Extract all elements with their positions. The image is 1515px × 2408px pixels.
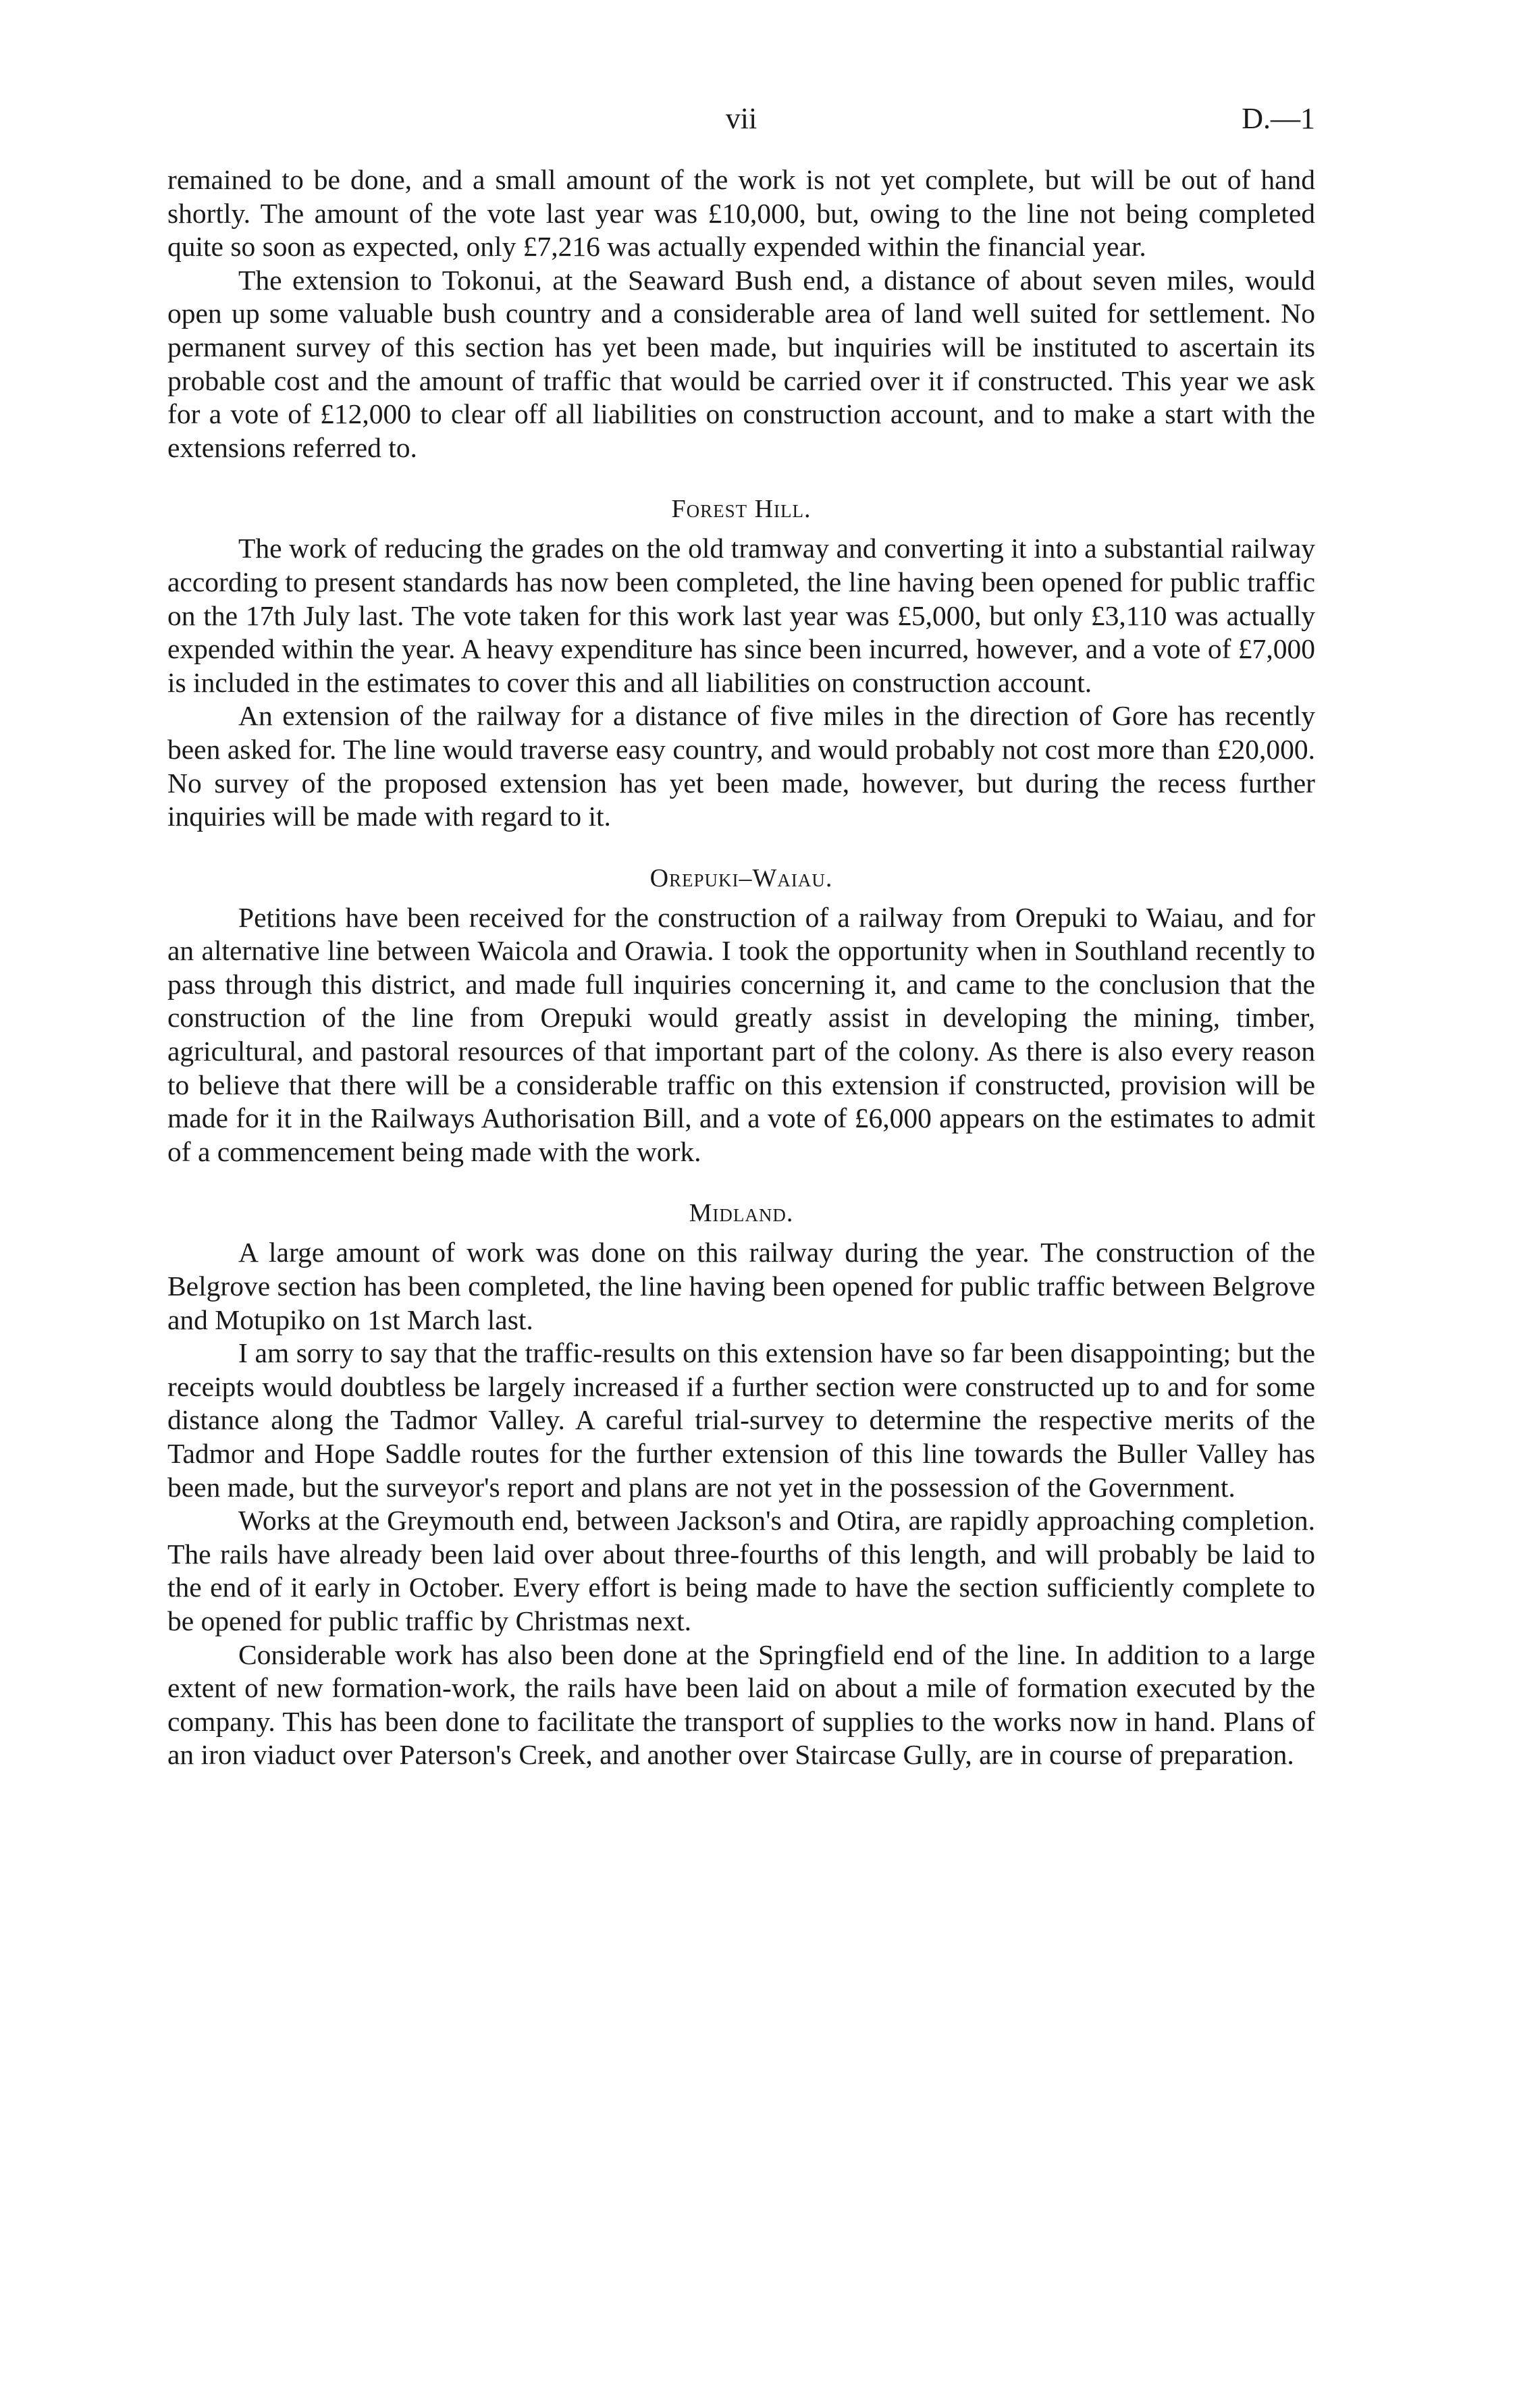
paragraph-midland-traffic: I am sorry to say that the traffic-results on this extension have so far been disappointing; but the receipts would doubtless be largely increased if a further section were constructed up to and for some distance along the Tadmor Valley. A careful trial-survey to determine the respective merits of the Tadmor and Hope Saddle routes for the further extension of this line towards the Buller Valley has been made, but the surveyor's report and plans are not yet in the possession of the Government. — [167, 1337, 1315, 1503]
paragraph-tokonui-extension: The extension to Tokonui, at the Seaward Bush end, a distance of about seven miles, would open up some valuable bush country and a considerable area of land well suited for settlement. No permanent survey of this section has yet been made, but inquiries will be instituted to ascertain its probable cost and the amount of traffic that would be carried over it if constructed. This year we ask for a vote of £12,000 to clear off all liabilities on construction account, and to make a start with the extensions referred to. — [167, 264, 1315, 463]
paragraph-midland-springfield: Considerable work has also been done at the Springfield end of the line. In addition to a large extent of new formation-work, the rails have been laid on about a mile of formation executed by the company. This has been done to facilitate the transport of supplies to the works now in hand. Plans of an iron viaduct over Paterson's Creek, and another over Staircase Gully, are in course of preparation. — [167, 1638, 1315, 1771]
section-heading-orepuki-waiau: Orepuki–Waiau. — [649, 863, 833, 892]
document-page — [167, 101, 1315, 1772]
paragraph-midland-belgrove: A large amount of work was done on this railway during the year. The construction of the Belgrove section has been completed, the line having been opened for public traffic between Belgrove and Motupiko on 1st March last. — [167, 1237, 1315, 1335]
paragraph-forest-hill-extension: An extension of the railway for a distance of five miles in the direction of Gore has recently been asked for. The line would traverse easy country, and would probably not cost more than £20,000. No survey of the proposed extension has yet been made, however, but during the recess further inquiries will be made with regard to it. — [167, 700, 1315, 832]
paragraph-orepuki-petitions: Petitions have been received for the construction of a railway from Orepuki to Waiau, and for an alternative line between Waicola and Orawia. I took the opportunity when in Southland recently to pass through this district, and made full inquiries concerning it, and came to the conclusion that the construction of the line from Orepuki would greatly assist in developing the mining, timber, agricultural, and pastoral resources of that important part of the colony. As there is also every reason to believe that there will be a considerable traffic on this extension if constructed, provision will be made for it in the Railways Authorisation Bill, and a vote of £6,000 appears on the estimates to admit of a commencement being made with the work. — [167, 901, 1315, 1167]
paragraph-forest-hill-works: The work of reducing the grades on the old tramway and converting it into a substantial railway according to present standards has now been completed, the line having been opened for public traffic on the 17th July last. The vote taken for this work last year was £5,000, but only £3,110 was actually expended within the year. A heavy expenditure has since been incurred, however, and a vote of £7,000 is included in the estimates to cover this and all liabilities on construction account. — [167, 533, 1315, 698]
section-heading-midland: Midland. — [689, 1199, 794, 1228]
paragraph-midland-greymouth: Works at the Greymouth end, between Jackson's and Otira, are rapidly approaching completion. The rails have already been laid over about three-fourths of this length, and will probably be laid to the end of it early in October. Every effort is being made to have the section sufficiently complete to be opened for public traffic by Christmas next. — [167, 1505, 1315, 1636]
section-heading-forest-hill: Forest Hill. — [671, 495, 812, 524]
document-reference: D.—1 — [1242, 102, 1315, 135]
running-head — [167, 101, 1315, 149]
body-text — [167, 163, 1315, 1772]
paragraph-continued: remained to be done, and a small amount of the work is not yet complete, but will be out of hand shortly. The amount of the vote last year was £10,000, but, owing to the line not being completed quite so soon as expected, only £7,216 was actually expended within the financial year. — [167, 164, 1315, 263]
page-number: vii — [725, 102, 758, 135]
